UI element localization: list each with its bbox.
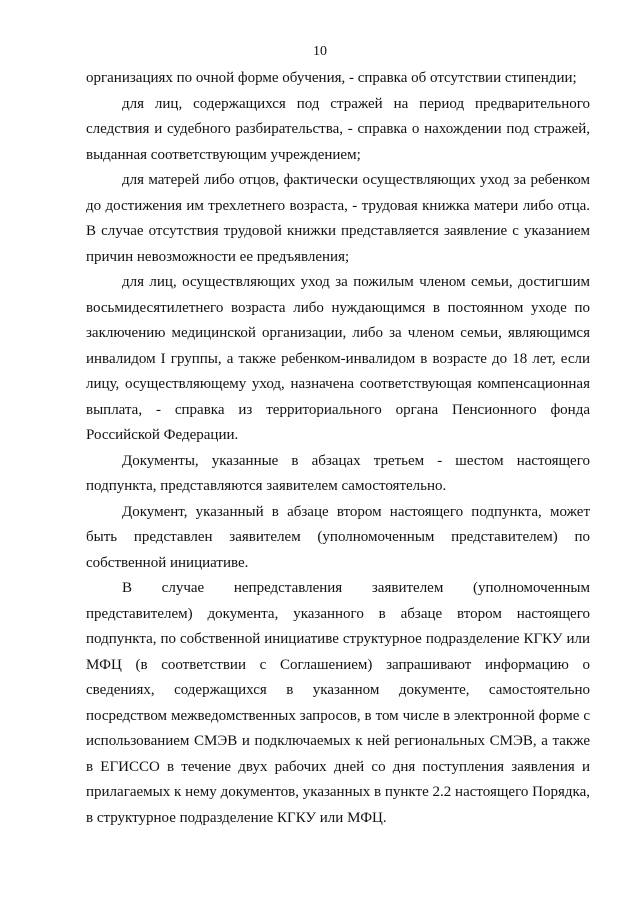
page-number: 10	[313, 44, 327, 59]
paragraph-document-own-initiative: Документ, указанный в абзаце втором настоящего подпункта, может быть представлен заявителем (уполномоченным представителем) по собственной инициативе.	[86, 503, 590, 571]
paragraph-elderly-care: для лиц, осуществляющих уход за пожилым членом семьи, достигшим восьмидесятилетнего возраста либо нуждающимся в постоянном уходе по заключению медицинской организации, либо за членом семьи, являющимся инвалидом I группы, а также ребенком-инвалидом в возрасте до 18 лет, если лицу, осуществляющему уход, назначена соответствующая компенсационная выплата, - справка из территориального органа Пенсионного фонда Российской Федерации.	[86, 274, 590, 443]
paragraph-parents-childcare: для матерей либо отцов, фактически осуществляющих уход за ребенком до достижения им трехлетнего возраста, - трудовая книжка матери либо отца. В случае отсутствия трудовой книжки представляется заявление с указанием причин невозможности ее предъявления;	[86, 172, 590, 265]
document-body	[86, 66, 590, 831]
paragraph-detained-persons: для лиц, содержащихся под стражей на период предварительного следствия и судебного разбирательства, - справка о нахождении под стражей, выданная соответствующим учреждением;	[86, 95, 590, 163]
paragraph-documents-self-submitted: Документы, указанные в абзацах третьем - шестом настоящего подпункта, представляются заявителем самостоятельно.	[86, 452, 590, 494]
paragraph-interagency-requests: В случае непредставления заявителем (уполномоченным представителем) документа, указанного в абзаце втором настоящего подпункта, по собственной инициативе структурное подразделение КГКУ или МФЦ (в соответствии с Соглашением) запрашивают информацию о сведениях, содержащихся в указанном документе, самостоятельно посредством межведомственных запросов, в том числе в электронной форме с использованием СМЭВ и подключаемых к ней региональных СМЭВ, а также в ЕГИССО в течение двух рабочих дней со дня поступления заявления и прилагаемых к нему документов, указанных в пункте 2.2 настоящего Порядка, в структурное подразделение КГКУ или МФЦ.	[86, 580, 590, 826]
paragraph-continuation: организациях по очной форме обучения, - справка об отсутствии стипендии;	[86, 70, 577, 86]
